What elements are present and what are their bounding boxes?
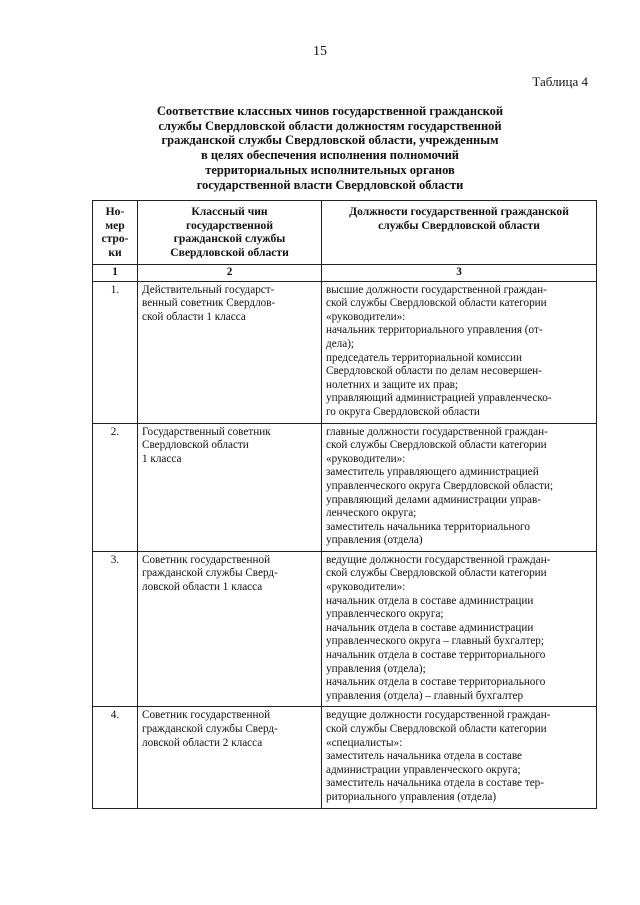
position-line: управленческого округа Свердловской области; [326, 479, 554, 492]
position-line: председатель территориальной комиссии [326, 351, 522, 364]
title-line: гражданской службы Свердловской области, учрежденным [161, 133, 499, 148]
position-line: «руководители»: [326, 310, 406, 323]
position-line: ской службы Свердловской области категории [326, 723, 547, 735]
rank-line: Советник государственной [142, 709, 271, 722]
position-line: управленческого округа; [326, 608, 444, 621]
column-number: 2 [138, 265, 322, 282]
position-line: ленческого округа; [326, 507, 417, 520]
class-rank-cell [138, 423, 322, 551]
rank-line: 1 класса [142, 452, 182, 465]
positions-cell [322, 281, 597, 423]
table-row [93, 707, 597, 808]
title-line: Соответствие классных чинов государственной гражданской [156, 104, 504, 118]
row-number: 4. [93, 707, 138, 808]
title-line: территориальных исполнительных органов [205, 162, 455, 177]
header-row-number [93, 201, 138, 265]
header-line: государственной [185, 218, 274, 232]
class-rank-cell [138, 551, 322, 707]
position-line: заместитель управляющего администрацией [326, 466, 539, 479]
position-line: ской службы Свердловской области категории [326, 439, 547, 452]
rank-line: гражданской службы Сверд- [142, 567, 278, 580]
position-line: ской службы Свердловской области категории [326, 567, 547, 580]
position-line: начальник отдела в составе администрации [326, 594, 534, 607]
position-line: ведущие должности государственной граждан- [326, 709, 551, 722]
position-line: «специалисты»: [326, 736, 403, 749]
position-line: «руководители»: [326, 581, 406, 594]
document-title [120, 104, 540, 192]
header-line: мер [105, 218, 125, 232]
rank-line: Советник государственной [142, 553, 271, 566]
position-line: начальник территориального управления (от- [326, 324, 543, 337]
positions-cell [322, 423, 597, 551]
position-line: управления (отдела) [326, 534, 423, 547]
table-label: Таблица 4 [532, 74, 588, 89]
rank-line: ской области 1 класса [142, 310, 246, 323]
position-line: администрации управленческого округа; [326, 763, 521, 776]
table-row [93, 423, 597, 551]
rank-line: ловской области 2 класса [142, 736, 263, 749]
title-line: службы Свердловской области должностям государственной [158, 118, 502, 133]
position-line: дела); [326, 337, 355, 350]
position-line: начальник отдела в составе администрации [326, 621, 534, 634]
rank-line: Действительный государст- [142, 283, 275, 296]
table-row [93, 551, 597, 707]
position-line: заместитель начальника территориального [326, 520, 530, 533]
position-line: нолетних и защите их прав; [326, 378, 458, 391]
title-line: в целях обеспечения исполнения полномочий [200, 148, 460, 163]
position-line: ведущие должности государственной граждан- [326, 553, 551, 566]
position-line: управляющий администрацией управленческо- [326, 392, 552, 405]
position-line: управления (отдела); [326, 662, 426, 675]
header-line: Но- [105, 205, 125, 218]
position-line: Свердловской области по делам несовершен- [326, 365, 542, 378]
rank-line: венный советник Свердлов- [142, 297, 276, 310]
position-line: начальник отдела в составе территориального [326, 649, 546, 662]
rank-line: Государственный советник [142, 425, 271, 438]
column-number: 1 [93, 265, 138, 282]
position-line: «руководители»: [326, 452, 406, 465]
table-row [93, 281, 597, 423]
position-line: высшие должности государственной граждан- [326, 283, 547, 296]
column-number: 3 [322, 265, 597, 282]
header-line: гражданской службы [173, 232, 286, 246]
row-number: 1. [93, 281, 138, 423]
positions-table [92, 200, 597, 809]
rank-line: гражданской службы Сверд- [142, 723, 278, 735]
position-line: управленческого округа – главный бухгалтер; [326, 635, 545, 648]
positions-cell [322, 707, 597, 808]
position-line: начальник отдела в составе территориального [326, 676, 546, 689]
position-line: управляющий делами администрации управ- [326, 493, 541, 506]
position-line: заместитель начальника отдела в составе [326, 750, 523, 763]
row-number: 3. [93, 551, 138, 707]
position-line: управления (отдела) – главный бухгалтер [326, 689, 524, 702]
position-line: го округа Свердловской области [326, 405, 480, 418]
position-line: главные должности государственной граждан- [326, 425, 548, 438]
header-class-rank [138, 201, 322, 265]
position-line: риториального управления (отдела) [326, 790, 497, 803]
position-line: заместитель начальника отдела в составе тер- [326, 777, 544, 790]
header-line: Классный чин [191, 205, 268, 218]
header-line: службы Свердловской области [378, 218, 540, 232]
position-line: ской службы Свердловской области категории [326, 297, 547, 310]
title-line: государственной власти Свердловской области [196, 177, 464, 192]
positions-cell [322, 551, 597, 707]
page-number: 15 [313, 44, 327, 59]
header-positions [322, 201, 597, 265]
header-line: ки [108, 245, 122, 259]
class-rank-cell [138, 281, 322, 423]
table-header-row [93, 201, 597, 265]
header-line: стро- [101, 232, 129, 246]
header-line: Свердловской области [170, 245, 289, 259]
class-rank-cell [138, 707, 322, 808]
column-numbers-row [93, 265, 597, 282]
rank-line: ловской области 1 класса [142, 581, 263, 594]
header-line: Должности государственной гражданской [349, 205, 569, 218]
rank-line: Свердловской области [142, 439, 249, 452]
row-number: 2. [93, 423, 138, 551]
